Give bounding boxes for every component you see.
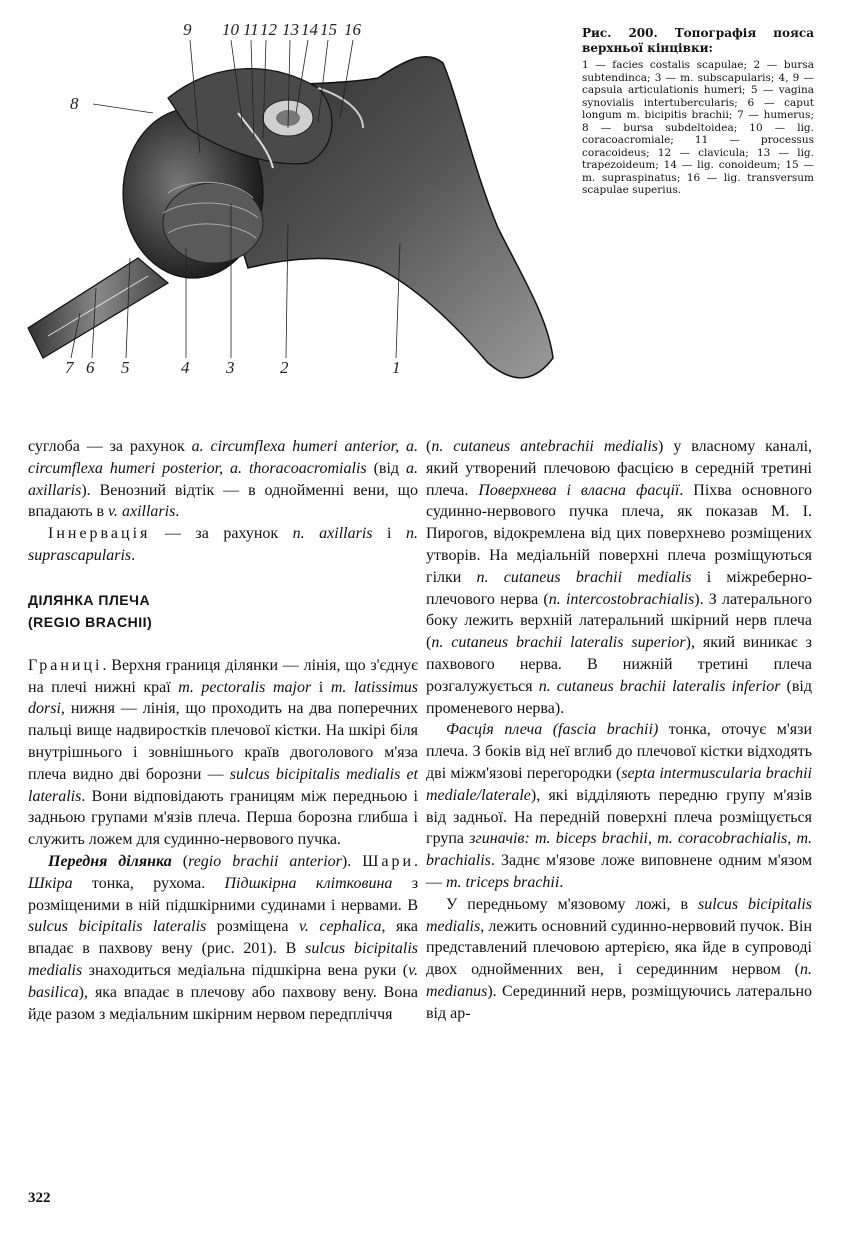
fig-label-13: 13 [282,20,299,39]
left-column [28,436,418,1025]
fig-label-12: 12 [260,20,277,39]
paragraph: (n. cutaneus antebrachii medialis) у власному каналі, який утворений плечовою фасцією в середній третині плеча. Поверхнева і власна фасції. Піхва основного судинно-нервового пучка плеча, як показав М. І. Пирогов, відокремлена від цих поверхнево розміщених утворів. На медіальній поверхні плеча розміщуються гілки n. cutaneus brachii medialis і міжреберно-плечового нерва (n. intercostobrachialis). З латерального боку лежить верхній латеральний шкірний нерв плеча (n. cutaneus brachii lateralis superior), який виникає з пахвового нерва. В нижній третині плеча розгалужується n. cutaneus brachii lateralis inferior (від променевого нерва). [426,438,813,717]
shoulder-girdle-illustration [18,18,563,390]
caption-text: 1 — facies costalis scapulae; 2 — bursa subtendinca; 3 — m. subscapularis; 4, 9 — capsula articulationis humeri; 5 — vagina synovialis intertubercularis; 6 — caput longum m. bicipitis brachii; 7 — humerus; 8 — bursa subdeltoidea; 10 — lig. coracoacromiale; 11 — processus coracoideus; 12 — clavicula; 13 — lig. trapezoideum; 14 — lig. conoideum; 15 — m. supraspinatus; 16 — lig. transversum scapulae superius. [582,59,814,196]
fig-label-2: 2 [280,358,289,377]
fig-label-10: 10 [222,20,239,39]
paragraph: Фасція плеча (fascia brachii) тонка, оточує м'язи плеча. З боків від неї вглиб до плечової кістки відходять дві міжм'язові перегородки (septa intermuscularia brachii mediale/laterale), які відділяють передню групу м'язів від задньої. На передній поверхні плеча розміщується група згиначів: m. biceps brachii, m. coracobrachialis, m. brachialis. Заднє м'язове ложе виповнене одним м'язом — m. triceps brachii. [426,721,813,891]
fig-label-5: 5 [121,358,130,377]
section-heading-latin: (REGIO BRACHII) [28,613,153,630]
fig-label-6: 6 [86,358,95,377]
fig-label-4: 4 [181,358,190,377]
page-number: 322 [28,1190,51,1206]
fig-label-8: 8 [70,94,79,113]
fig-label-9: 9 [183,20,192,39]
section-heading: ДІЛЯНКА ПЛЕЧА [28,591,151,608]
fig-label-16: 16 [344,20,361,39]
paragraph: суглоба — за рахунок a. circumflexa humeri anterior, a. circumflexa humeri posterior, a. thoracoacromialis (від a. axillaris). Венозний відтік — в однойменні вени, що впадають в v. axillaris. [28,438,419,521]
fig-label-14: 14 [301,20,318,39]
paragraph: У передньому м'язовому ложі, в sulcus bicipitalis medialis, лежить основний судинно-нервовий пучок. Він представлений плечовою артерією, яка йде в супроводі двох однойменних вен, і серединним нервом (n. medianus). Серединний нерв, розміщуючись латерально від ар- [426,895,813,1022]
paragraph: Передня ділянка (regio brachii anterior). Шари. Шкіра тонка, рухома. Підшкірна клітковина з розміщеними в ній підшкірними судинами і нервами. В sulcus bicipitalis lateralis розміщена v. cephalica, яка впадає в пахвову вену (рис. 201). В sulcus bicipitalis medialis знаходиться медіальна підшкірна вена руки (v. basilica), яка впадає в плечову або пахвову вену. Вона йде разом з медіальним шкірним нервом передпліччя [28,852,419,1023]
fig-label-3: 3 [226,358,235,377]
fig-label-1: 1 [392,358,401,377]
fig-label-15: 15 [320,20,337,39]
paragraph: Іннервація — за рахунок n. axillaris і n. suprascapularis. [28,525,418,564]
fig-label-7: 7 [65,358,74,377]
figure-caption [582,26,814,197]
right-column [426,436,812,1025]
humerus-shaft [28,258,168,358]
anatomy-figure [18,18,563,390]
fig-label-11: 11 [243,20,259,39]
paragraph: Границі. Верхня границя ділянки — лінія, що з'єднує на плечі нижні краї m. pectoralis major і m. latissimus dorsi, нижня — лінія, що проходить на два поперечних пальці вище надвиростків плечової кістки. На шкірі біля внутрішнього і зовнішнього країв двоголового м'яза плеча видно дві борозни — sulcus bicipitalis medialis et lateralis. Вони відповідають границям між передньою і задньою групами м'язів плеча. Перша борозна глибша і служить ложем для судинно-нервового пучка. [28,656,418,849]
caption-title: Рис. 200. Топографія пояса верхньої кінцівки: [582,26,814,55]
